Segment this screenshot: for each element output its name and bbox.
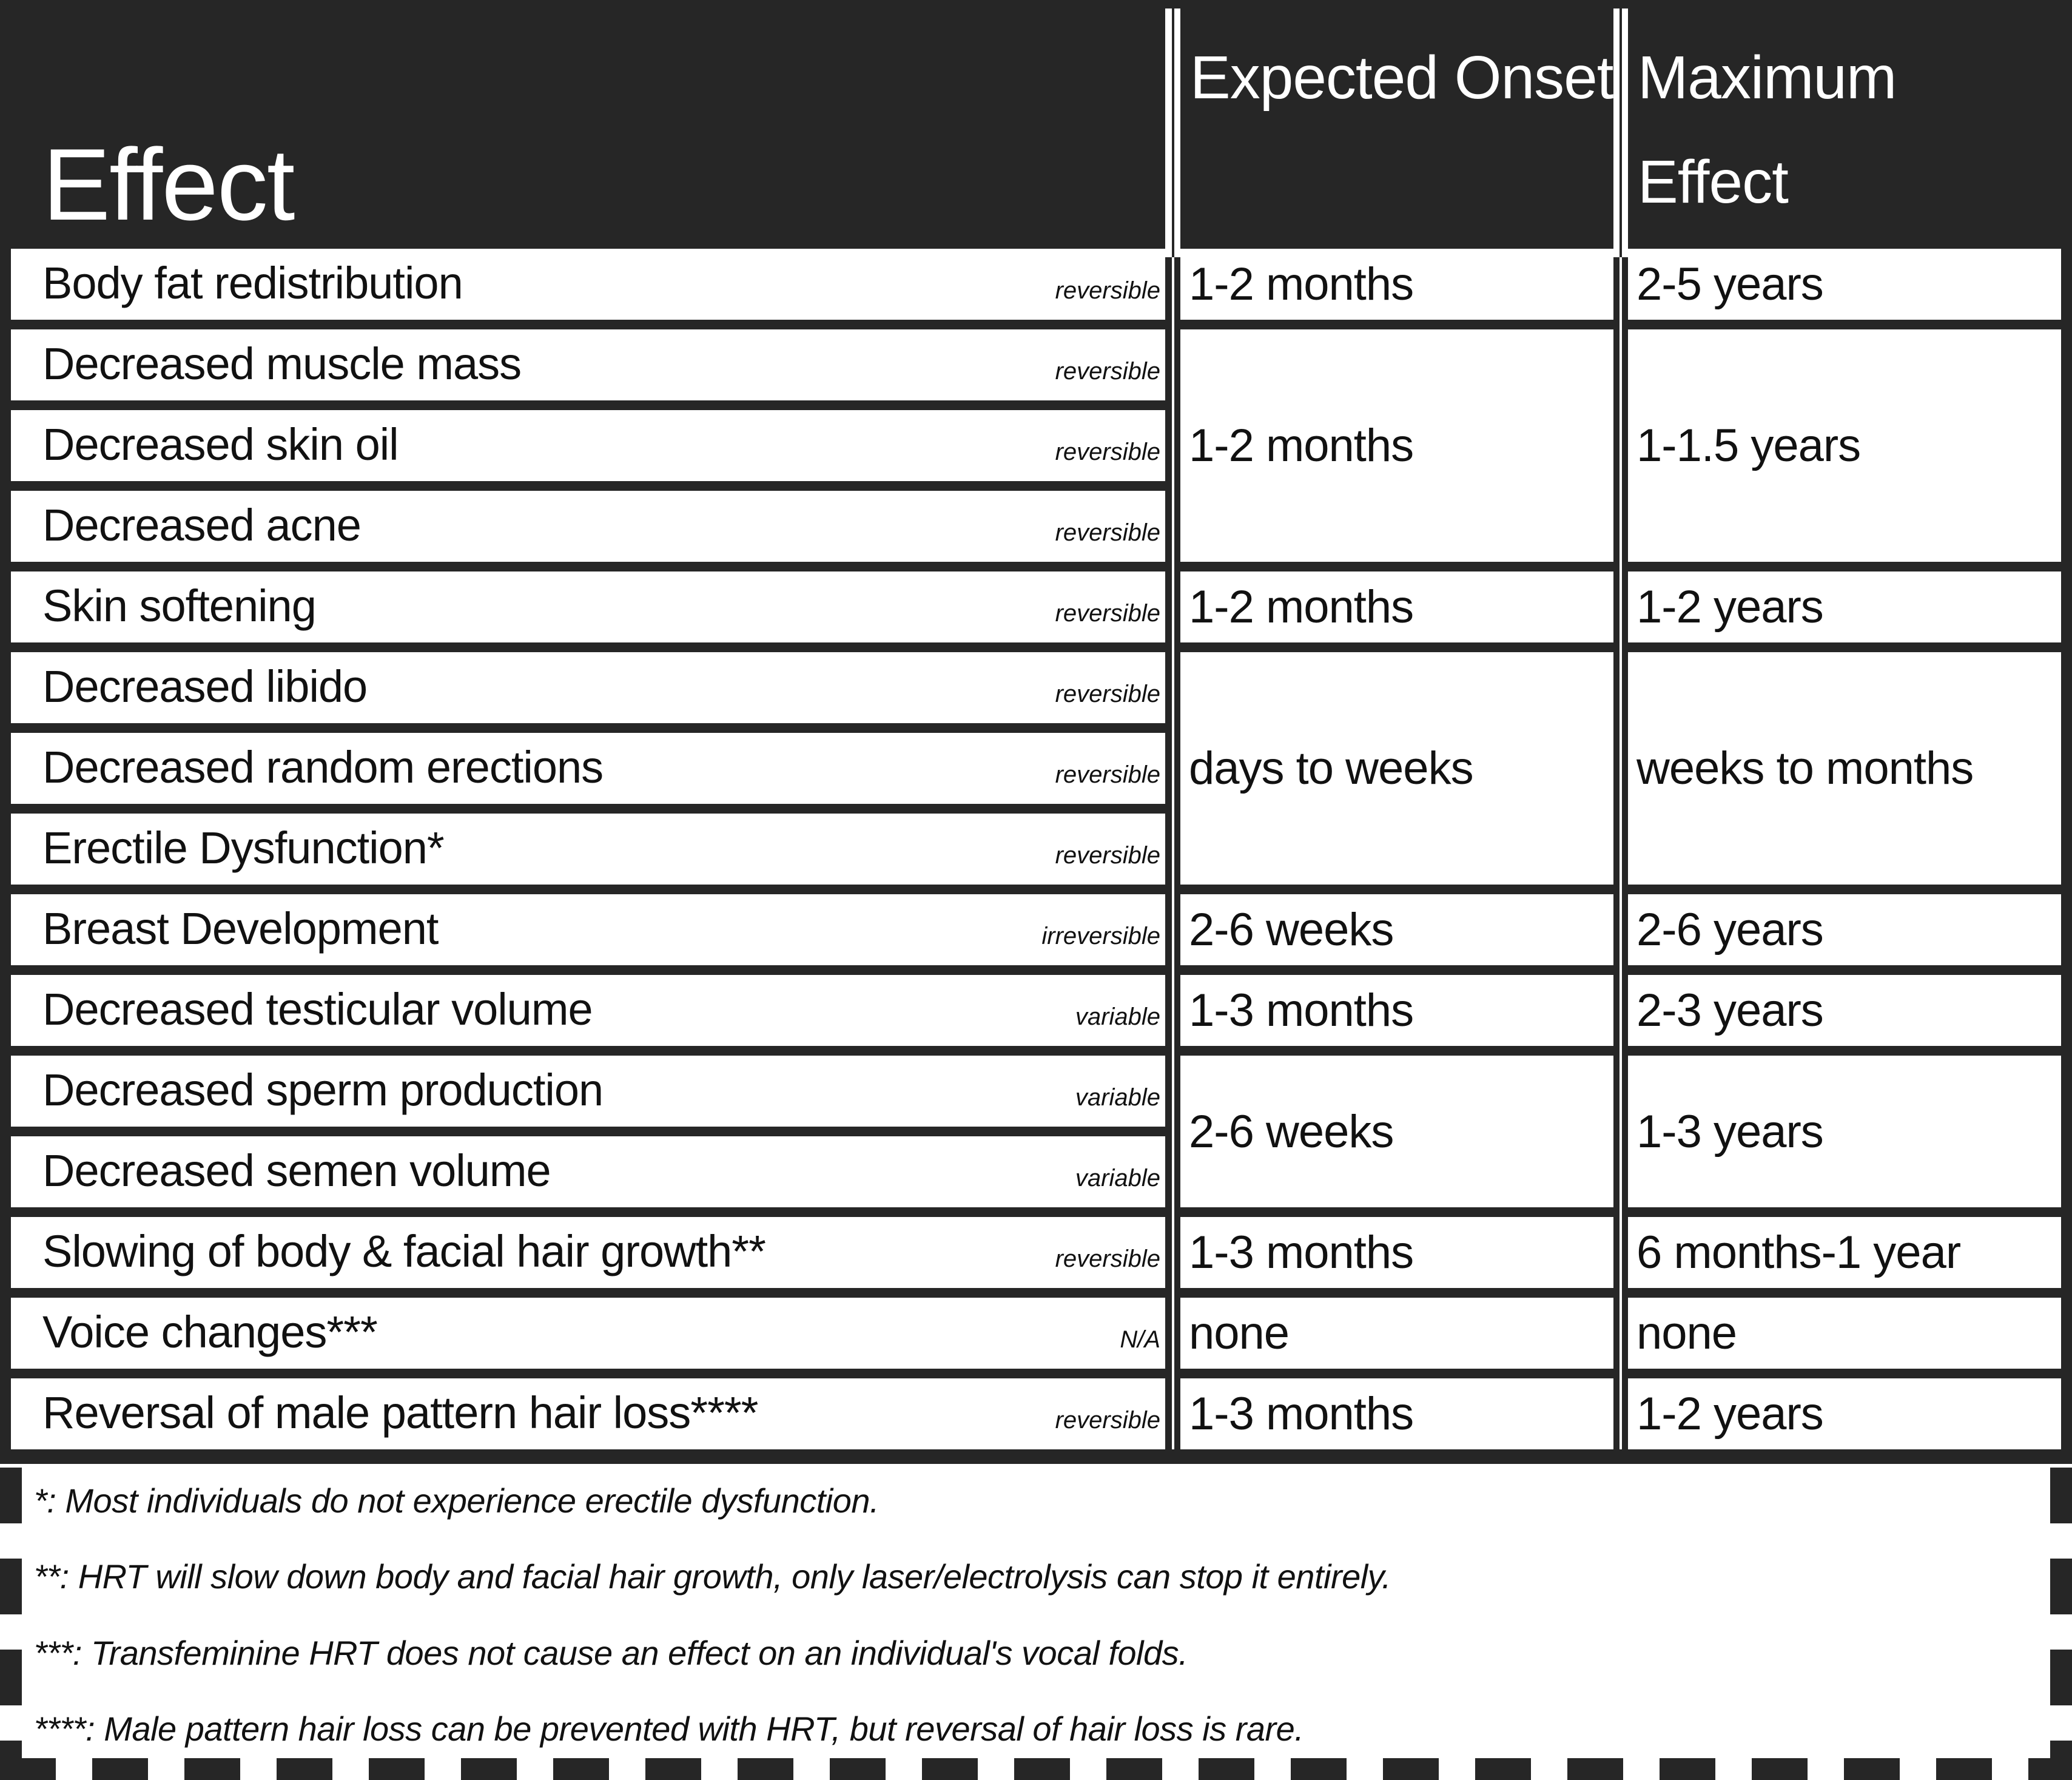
reversibility-note: reversible [1055,842,1160,869]
table-row [11,1298,1165,1369]
column-separator-2-body-segment [1613,257,1628,1449]
effects-table-grid [11,0,2061,1449]
table-row [11,410,1165,481]
reversibility-note: N/A [1120,1326,1160,1353]
table-row [11,249,1165,320]
effect-name: Reversal of male pattern hair loss**** [42,1387,758,1438]
footnotes-box [0,1464,2072,1780]
max-effect-cell: 2-3 years [1628,975,2061,1046]
max-effect-cell: 1-2 years [1628,571,2061,642]
max-effect-cell: none [1628,1298,2061,1369]
reversibility-note: reversible [1055,1246,1160,1272]
onset-cell: 1-3 months [1180,1378,1613,1449]
table-row [11,652,1165,723]
effect-name: Decreased random erections [42,742,604,792]
onset-cell: 1-2 months [1180,329,1613,562]
max-effect-cell: weeks to months [1628,652,2061,885]
onset-cell: 1-2 months [1180,249,1613,320]
table-row [11,491,1165,562]
table-row [11,1217,1165,1288]
effect-name: Breast Development [42,903,439,954]
table-row [11,894,1165,965]
table-row [11,571,1165,642]
effect-name: Decreased libido [42,661,368,712]
max-effect-cell: 6 months-1 year [1628,1217,2061,1288]
column-header-expected-onset: Expected Onset [1190,44,1613,112]
dashed-border-bottom [0,1758,2072,1780]
reversibility-note: irreversible [1041,923,1160,949]
reversibility-note: variable [1075,1165,1160,1192]
table-row [11,733,1165,804]
effect-name: Decreased semen volume [42,1145,551,1196]
effect-name: Decreased acne [42,500,361,550]
table-row [11,814,1165,885]
column-separator-2 [1613,0,1628,1449]
dashed-border-left [0,1468,22,1780]
reversibility-note: reversible [1055,1407,1160,1434]
reversibility-note: reversible [1055,439,1160,465]
column-separator-1-body-segment [1165,257,1180,1449]
effect-name: Body fat redistribution [42,258,463,308]
max-effect-cell: 1-1.5 years [1628,329,2061,562]
table-row [11,1056,1165,1127]
column-separator-1 [1165,0,1180,1449]
table-row [11,1136,1165,1207]
reversibility-note: reversible [1055,600,1160,627]
max-effect-cell: 1-3 years [1628,1056,2061,1207]
effect-name: Decreased skin oil [42,419,399,470]
effect-name: Skin softening [42,581,316,631]
onset-cell: 1-3 months [1180,975,1613,1046]
footnote: ****: Male pattern hair loss can be prevented with HRT, but reversal of hair loss is rare. [34,1709,1304,1748]
footnotes-list [34,1481,2017,1748]
column-header-maximum-effect: Maximum Effect [1638,44,1897,216]
onset-cell: 2-6 weeks [1180,894,1613,965]
effect-name: Erectile Dysfunction* [42,823,444,873]
onset-cell: none [1180,1298,1613,1369]
table-row [11,329,1165,400]
effect-name: Decreased muscle mass [42,339,522,389]
reversibility-note: reversible [1055,277,1160,304]
column-header-effect: Effect [42,127,294,241]
footnote: *: Most individuals do not experience erectile dysfunction. [34,1482,880,1520]
effect-name: Slowing of body & facial hair growth** [42,1226,765,1276]
onset-cell: 1-3 months [1180,1217,1613,1288]
reversibility-note: reversible [1055,761,1160,788]
column-separator-1-header-segment [1165,0,1180,257]
max-effect-cell: 2-6 years [1628,894,2061,965]
onset-cell: 1-2 months [1180,571,1613,642]
max-effect-cell: 2-5 years [1628,249,2061,320]
column-separator-2-header-segment [1613,0,1628,257]
reversibility-note: reversible [1055,358,1160,385]
reversibility-note: reversible [1055,681,1160,707]
footnote: **: HRT will slow down body and facial hair growth, only laser/electrolysis can stop it entirely. [34,1557,1391,1596]
onset-cell: 2-6 weeks [1180,1056,1613,1207]
dashed-border-right [2050,1468,2072,1780]
effect-name: Voice changes*** [42,1307,377,1357]
effect-name: Decreased sperm production [42,1065,604,1115]
reversibility-note: variable [1075,1084,1160,1111]
effect-name: Decreased testicular volume [42,984,593,1034]
footnote: ***: Transfeminine HRT does not cause an effect on an individual's vocal folds. [34,1633,1188,1672]
reversibility-note: variable [1075,1003,1160,1030]
reversibility-note: reversible [1055,519,1160,546]
table-row [11,1378,1165,1449]
onset-cell: days to weeks [1180,652,1613,885]
max-effect-cell: 1-2 years [1628,1378,2061,1449]
table-row [11,975,1165,1046]
